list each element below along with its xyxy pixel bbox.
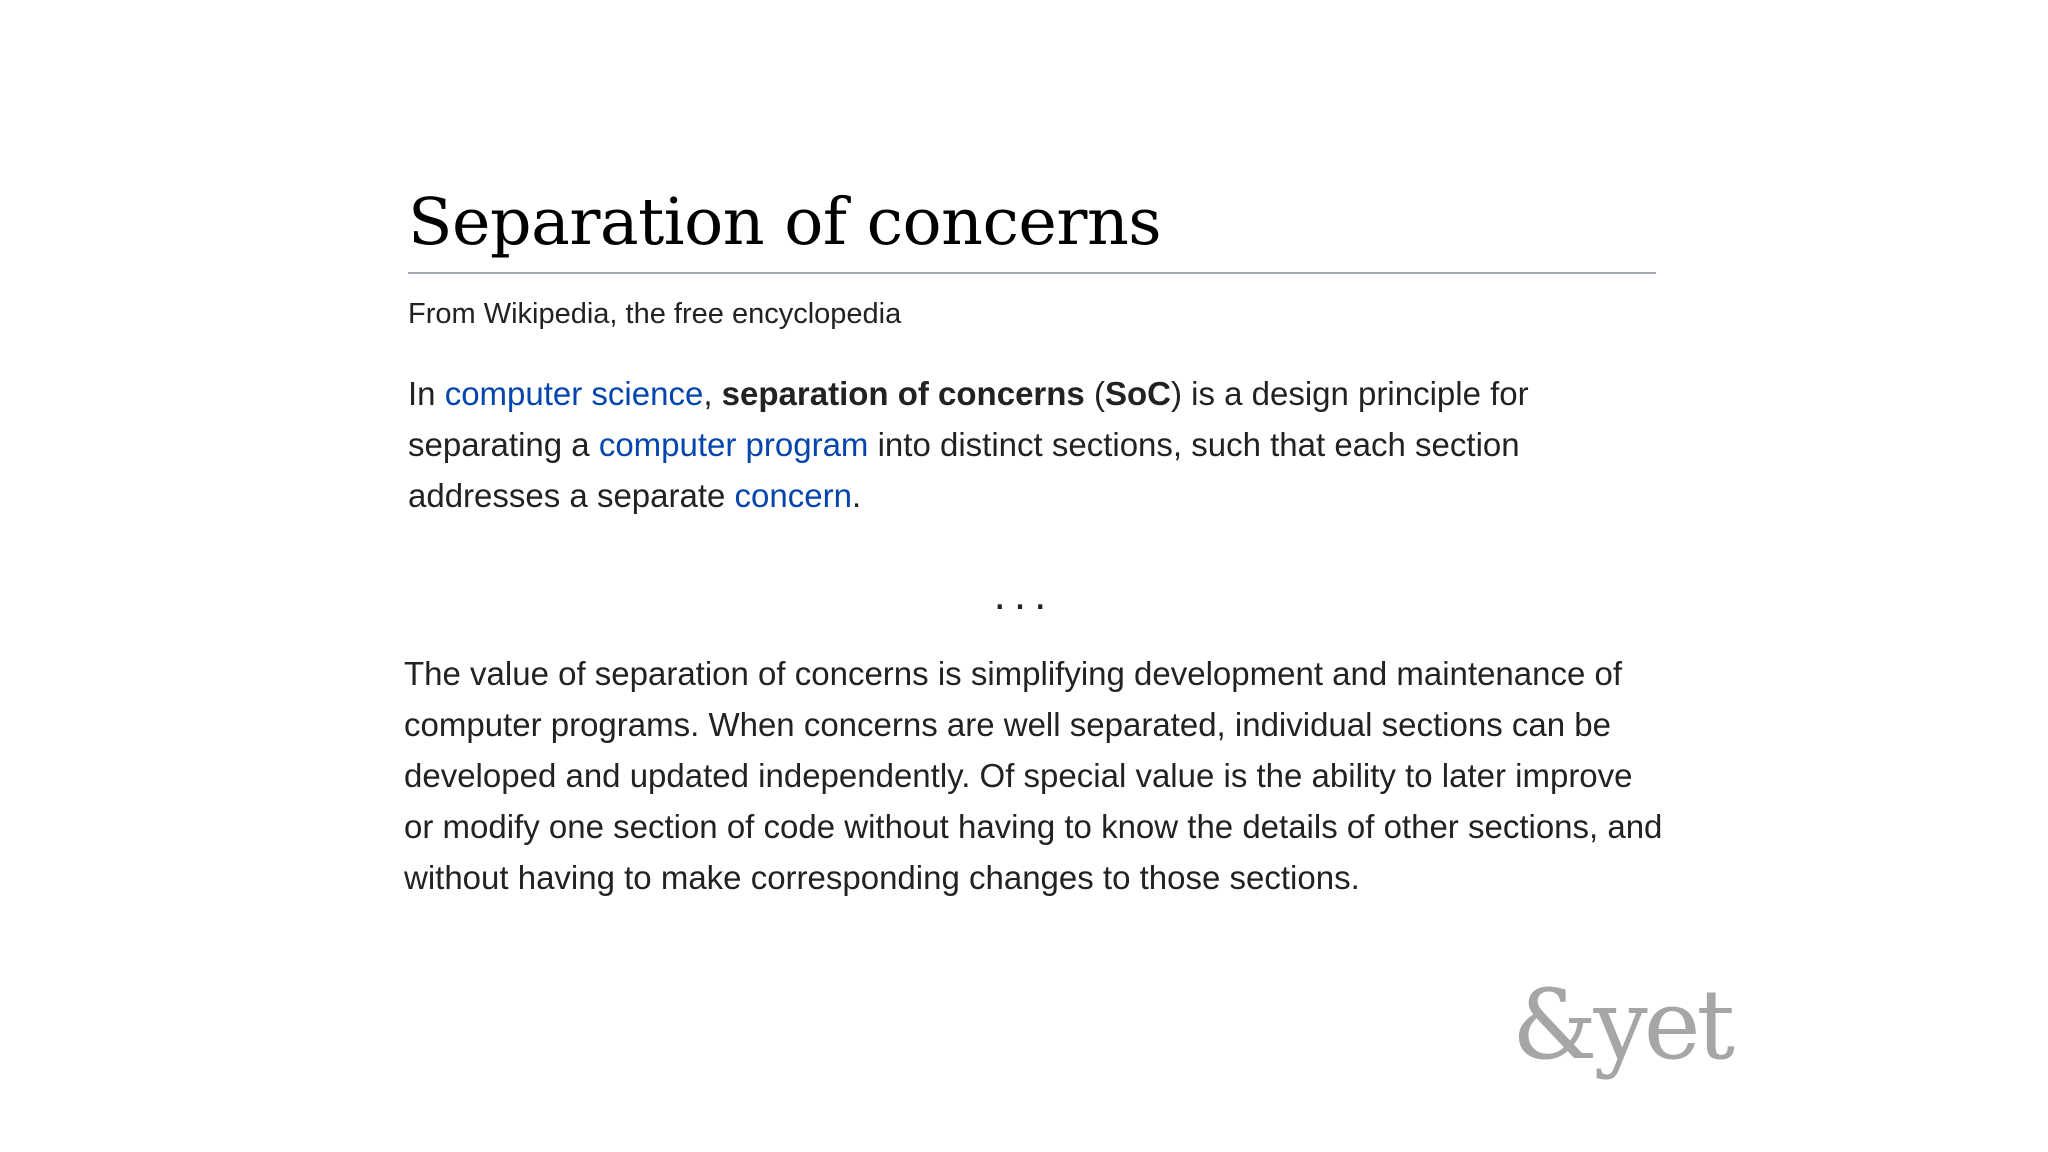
bold-term: separation of concerns [721, 375, 1085, 412]
page-title: Separation of concerns [408, 180, 1656, 274]
andyet-logo: &yet [1512, 969, 1732, 1081]
link-computer-science[interactable]: computer science [444, 375, 704, 412]
lead-text-4: ) is a design principle for separating a [408, 375, 1529, 463]
tagline: From Wikipedia, the free encyclopedia [408, 298, 902, 330]
lead-paragraph [408, 368, 1656, 521]
ellipsis: ... [993, 570, 1055, 619]
lead-text-2: , [703, 375, 722, 412]
lead-text-6: . [851, 477, 862, 514]
bold-abbreviation: SoC [1104, 375, 1171, 412]
body-paragraph: The value of separation of concerns is simplifying development and maintenance of computer programs. When concerns are well separated, individual sections can be developed and updated independently. Of special value is the ability to later improve or modify one section of code without having to know the details of other sections, and without having to make corresponding changes to those sections. [404, 655, 1663, 896]
link-concern[interactable]: concern [734, 477, 852, 514]
lead-text-5: into distinct sections, such that each section addresses a separate [408, 426, 1520, 514]
link-computer-program[interactable]: computer program [598, 426, 869, 463]
lead-text-3: ( [1084, 375, 1105, 412]
lead-text-1: In [408, 375, 445, 412]
article-header [408, 180, 1656, 521]
